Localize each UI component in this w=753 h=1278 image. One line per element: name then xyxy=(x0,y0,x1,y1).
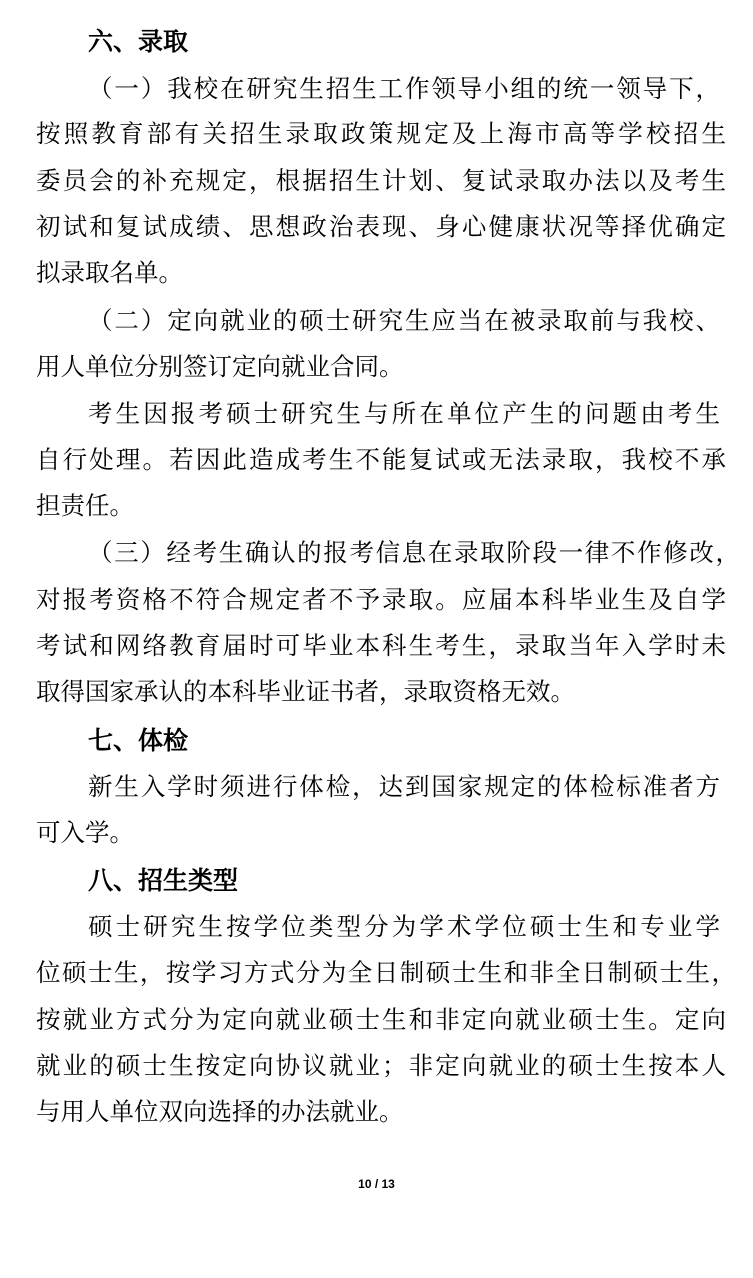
paragraph-line: 担责任。 xyxy=(36,491,134,520)
paragraph-line: 与用人单位双向选择的办法就业。 xyxy=(36,1097,404,1126)
section-heading-enrollment-type: 八、招生类型 xyxy=(88,866,239,895)
paragraph-line: （二）定向就业的硕士研究生应当在被录取前与我校、 xyxy=(88,306,720,335)
paragraph-line: 硕士研究生按学位类型分为学术学位硕士生和专业学 xyxy=(88,912,720,941)
page-number: 10 / 13 xyxy=(358,1177,395,1191)
paragraph-line: 考生因报考硕士研究生与所在单位产生的问题由考生 xyxy=(88,399,720,428)
paragraph-line: 委员会的补充规定，根据招生计划、复试录取办法以及考生 xyxy=(36,166,726,195)
paragraph-line: 考试和网络教育届时可毕业本科生考生，录取当年入学时未 xyxy=(36,631,726,660)
paragraph-line: （一）我校在研究生招生工作领导小组的统一领导下， xyxy=(88,74,720,103)
section-heading-admission: 六、录取 xyxy=(88,27,189,56)
paragraph-line: 新生入学时须进行体检，达到国家规定的体检标准者方 xyxy=(88,772,720,801)
section-heading-physical-exam: 七、体检 xyxy=(88,726,189,755)
paragraph-line: 自行处理。若因此造成考生不能复试或无法录取，我校不承 xyxy=(36,445,726,474)
paragraph-line: 取得国家承认的本科毕业证书者，录取资格无效。 xyxy=(36,677,575,706)
paragraph-line: 用人单位分别签订定向就业合同。 xyxy=(36,352,404,381)
paragraph-line: 拟录取名单。 xyxy=(36,258,183,287)
paragraph-line: 对报考资格不符合规定者不予录取。应届本科毕业生及自学 xyxy=(36,585,726,614)
paragraph-line: 位硕士生，按学习方式分为全日制硕士生和非全日制硕士生， xyxy=(36,958,736,987)
paragraph-line: 按照教育部有关招生录取政策规定及上海市高等学校招生 xyxy=(36,119,726,148)
paragraph-line: （三）经考生确认的报考信息在录取阶段一律不作修改， xyxy=(88,538,740,567)
paragraph-line: 按就业方式分为定向就业硕士生和非定向就业硕士生。定向 xyxy=(36,1005,726,1034)
paragraph-line: 就业的硕士生按定向协议就业；非定向就业的硕士生按本人 xyxy=(36,1051,726,1080)
paragraph-line: 可入学。 xyxy=(36,818,134,847)
paragraph-line: 初试和复试成绩、思想政治表现、身心健康状况等择优确定 xyxy=(36,212,726,241)
